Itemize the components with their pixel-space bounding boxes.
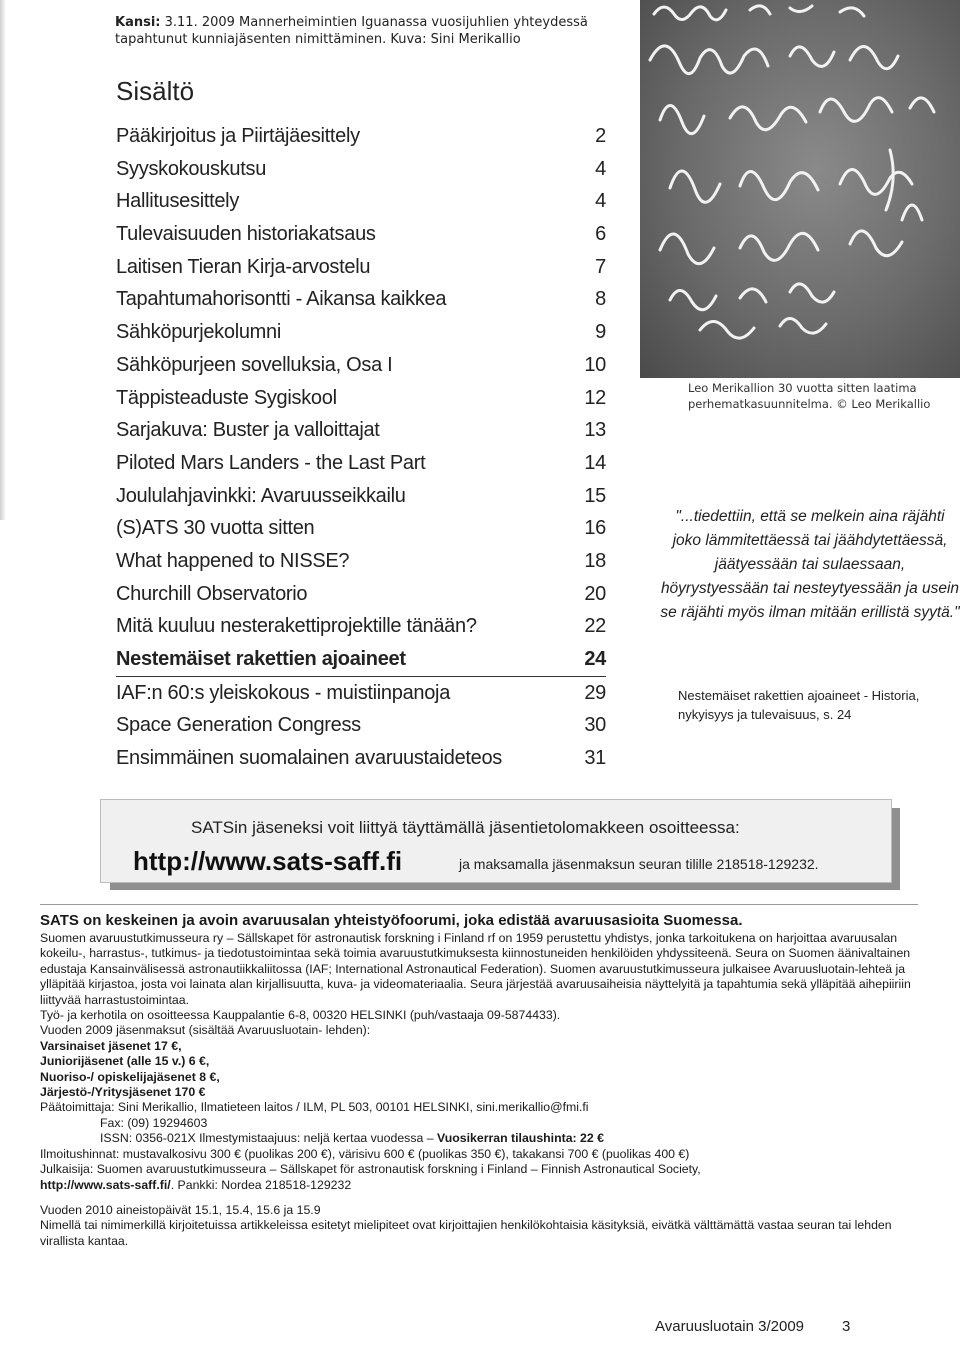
toc-item-page: 2 — [595, 125, 606, 147]
toc-item-title: Sähköpurjeen sovelluksia, Osa I — [116, 353, 393, 376]
toc-item-title: Sähköpurjekolumni — [116, 321, 281, 344]
toc-item-title: Mitä kuuluu nesterakettiprojektille tänään? — [116, 615, 477, 638]
pull-quote: "...tiedettiin, että se melkein aina räjähti joko lämmitettäessä tai jäähdytettäessä, jäätyessään tai sulaessaan, höyrystyessään tai nesteytyessään ja usein se räjähti myös ilman mitään erillistä syytä." — [660, 508, 960, 621]
toc-item-title: Sarjakuva: Buster ja valloittajat — [116, 419, 380, 442]
toc-item-title: Space Generation Congress — [116, 714, 361, 737]
toc-item-page: 10 — [584, 353, 606, 376]
membership-box — [100, 799, 892, 883]
toc-item-page: 4 — [595, 157, 606, 180]
toc-item-title: Joululahjavinkki: Avaruusseikkailu — [116, 484, 406, 507]
page-footer — [655, 1318, 850, 1335]
toc-item[interactable] — [116, 382, 606, 415]
toc-item-title: Syyskokouskutsu — [116, 157, 267, 180]
toc-item[interactable] — [116, 677, 606, 710]
toc-item-page: 18 — [584, 549, 606, 572]
section-divider — [40, 904, 918, 905]
toc-item-page: 22 — [584, 615, 606, 638]
toc-item-title: Hallitusesittely — [116, 190, 240, 213]
fees-title: Vuoden 2009 jäsenmaksut (sisältää Avaruusluotain- lehden): — [40, 1023, 371, 1038]
fee-item: Järjestö-/Yritysjäsenet 170 € — [40, 1085, 206, 1100]
toc-item-page: 6 — [595, 223, 606, 246]
toc-item-title: Ensimmäinen suomalainen avaruustaideteos — [116, 747, 503, 770]
deadlines: Vuoden 2010 aineistopäivät 15.1, 15.4, 15.6 ja 15.9 — [40, 1202, 321, 1217]
toc-item-page: 12 — [584, 386, 606, 409]
toc-item[interactable] — [116, 545, 606, 578]
toc-item[interactable] — [116, 120, 606, 153]
handwriting-photo — [640, 0, 960, 378]
issn-info: ISSN: 0356-021X Ilmestymistaajuus: neljä kertaa vuodessa – Vuosikerran tilaushinta: 22 € — [100, 1131, 604, 1146]
toc-item-title: Tapahtumahorisontti - Aikansa kaikkea — [116, 288, 447, 311]
toc-item-page: 4 — [595, 190, 606, 213]
page-edge-shadow — [0, 0, 6, 520]
publisher-url-link[interactable]: http://www.sats-saff.fi/ — [40, 1177, 171, 1192]
fax-info: Fax: (09) 19294603 — [100, 1115, 208, 1130]
toc-item[interactable] — [116, 283, 606, 316]
ad-prices: Ilmoitushinnat: mustavalkosivu 300 € (puolikas 200 €), värisivu 600 € (puolikas 350 €), takakansi 700 € (puolikas 400 €) — [40, 1146, 690, 1161]
toc-item[interactable] — [116, 185, 606, 218]
toc-item-title: Laitisen Tieran Kirja-arvostelu — [116, 255, 371, 278]
toc-item-page: 20 — [584, 582, 606, 605]
toc-item-featured[interactable] — [116, 643, 606, 677]
toc-item[interactable] — [116, 447, 606, 480]
toc-item[interactable] — [116, 414, 606, 447]
toc-item-page: 7 — [595, 255, 606, 278]
membership-url-link[interactable]: http://www.sats-saff.fi — [133, 846, 403, 876]
cover-caption-text: 3.11. 2009 Mannerheimintien Iguanassa vuosijuhlien yhteydessä tapahtunut kunniajäsenten nimittäminen. Kuva: Sini Merikallio — [115, 15, 588, 47]
toc-item-page: 15 — [584, 484, 606, 507]
toc-item[interactable] — [116, 349, 606, 382]
disclaimer: Nimellä tai nimimerkillä kirjoitetuissa artikkeleissa esitetyt mielipiteet ovat kirjoittajien henkilökohtaisia käsityksiä, eivätkä välttämättä vastaa seuran tai lehden virallista kantaa. — [40, 1218, 892, 1248]
page-number: 3 — [842, 1318, 851, 1335]
society-info — [40, 911, 920, 1249]
fee-item: Juniorijäsenet (alle 15 v.) 6 €, — [40, 1054, 210, 1069]
toc-item-title: Nestemäiset rakettien ajoaineet — [116, 648, 406, 670]
table-of-contents — [116, 120, 606, 775]
toc-item-page: 30 — [584, 714, 606, 737]
toc-item-title: Täppisteaduste Sygiskool — [116, 386, 337, 409]
fee-item: Varsinaiset jäsenet 17 €, — [40, 1038, 182, 1053]
toc-item[interactable] — [116, 742, 606, 775]
toc-item-page: 16 — [584, 517, 606, 540]
toc-item[interactable] — [116, 512, 606, 545]
toc-heading: Sisältö — [116, 76, 195, 106]
toc-item-title: Tulevaisuuden historiakatsaus — [116, 223, 376, 246]
cover-caption-label: Kansi: — [115, 15, 161, 30]
toc-item-title: IAF:n 60:s yleiskokous - muistiinpanoja — [116, 681, 451, 704]
membership-payment: ja maksamalla jäsenmaksun seuran tilille 218518-129232. — [459, 856, 819, 872]
toc-item-title: What happened to NISSE? — [116, 549, 350, 572]
toc-item-page: 14 — [584, 451, 606, 474]
toc-item[interactable] — [116, 316, 606, 349]
toc-item-title: Piloted Mars Landers - the Last Part — [116, 451, 426, 474]
fee-item: Nuoriso-/ opiskelijajäsenet 8 €, — [40, 1069, 220, 1084]
society-intro: Suomen avaruustutkimusseura ry – Sällskapet för astronautisk forskning i Finland rf on 1959 perustettu yhdistys, jonka tarkoitukena on harjoittaa avaruusalan kokeilu-, harrastus-, tutkimus- ja tiedotustoimintaa sekä toimia avaruustutkimuksesta kiinnostuneiden henkilöiden yhdyssiteenä. Seura on Suomen äänivaltainen edustaja Kansainvälisessä astronautiikkaliitossa (IAF; International Astronautical Federation). Suomen avaruustutkimusseura julkaisee Avaruusluotain-lehteä ja ylläpitää kirjastoa, josta voi lainata alan kirjallisuutta, kuva- ja videomateriaalia. Seura järjestää avaruusaiheisia näyttelyitä ja tapahtumia sekä ylläpitää aihepiiriin liittyvää harrastustoimintaa. — [40, 931, 911, 1007]
toc-item-page: 9 — [595, 321, 606, 344]
toc-item[interactable] — [116, 709, 606, 742]
publisher-link-line: http://www.sats-saff.fi/. Pankki: Nordea 218518-129232 — [40, 1177, 352, 1192]
handwriting-scribbles — [640, 0, 960, 378]
publisher-info: Julkaisija: Suomen avaruustutkimusseura – Sällskapet för astronautisk forskning i Finland – Finnish Astronautical Society, — [40, 1162, 701, 1177]
cover-caption — [115, 14, 615, 48]
toc-item[interactable] — [116, 578, 606, 611]
photo-caption: Leo Merikallion 30 vuotta sitten laatima perhematkasuunnitelma. © Leo Merikallio — [688, 381, 931, 411]
toc-item-page: 29 — [584, 681, 606, 704]
toc-item[interactable] — [116, 610, 606, 643]
subscription-price: Vuosikerran tilaushinta: 22 € — [437, 1131, 604, 1146]
toc-item-title: Pääkirjoitus ja Piirtäjäesittely — [116, 125, 360, 147]
toc-item-page: 8 — [595, 288, 606, 311]
editor-info: Päätoimittaja: Sini Merikallio, Ilmatieteen laitos / ILM, PL 503, 00101 HELSINKI, sini.merikallio@fmi.fi — [40, 1100, 589, 1115]
society-lead: SATS on keskeinen ja avoin avaruusalan yhteistyöfoorumi, joka edistää avaruusasioita Suomessa. — [40, 912, 743, 929]
toc-item-page: 31 — [584, 747, 606, 770]
toc-item[interactable] — [116, 480, 606, 513]
toc-item-page: 13 — [584, 419, 606, 442]
toc-item[interactable] — [116, 251, 606, 284]
toc-item-title: Churchill Observatorio — [116, 582, 308, 605]
toc-item[interactable] — [116, 218, 606, 251]
pull-quote-reference: Nestemäiset rakettien ajoaineet - Historia, nykyisyys ja tulevaisuus, s. 24 — [678, 688, 920, 722]
toc-item-page: 24 — [584, 648, 606, 670]
toc-item-title: (S)ATS 30 vuotta sitten — [116, 517, 315, 540]
society-address: Työ- ja kerhotila on osoitteessa Kauppalantie 6-8, 00320 HELSINKI (puh/vastaaja 09-5874433). — [40, 1008, 561, 1023]
membership-invite: SATSin jäseneksi voit liittyä täyttämällä jäsentietolomakkeen osoitteessa: — [191, 818, 740, 837]
issue-label: Avaruusluotain 3/2009 — [655, 1318, 805, 1335]
toc-item[interactable] — [116, 153, 606, 186]
